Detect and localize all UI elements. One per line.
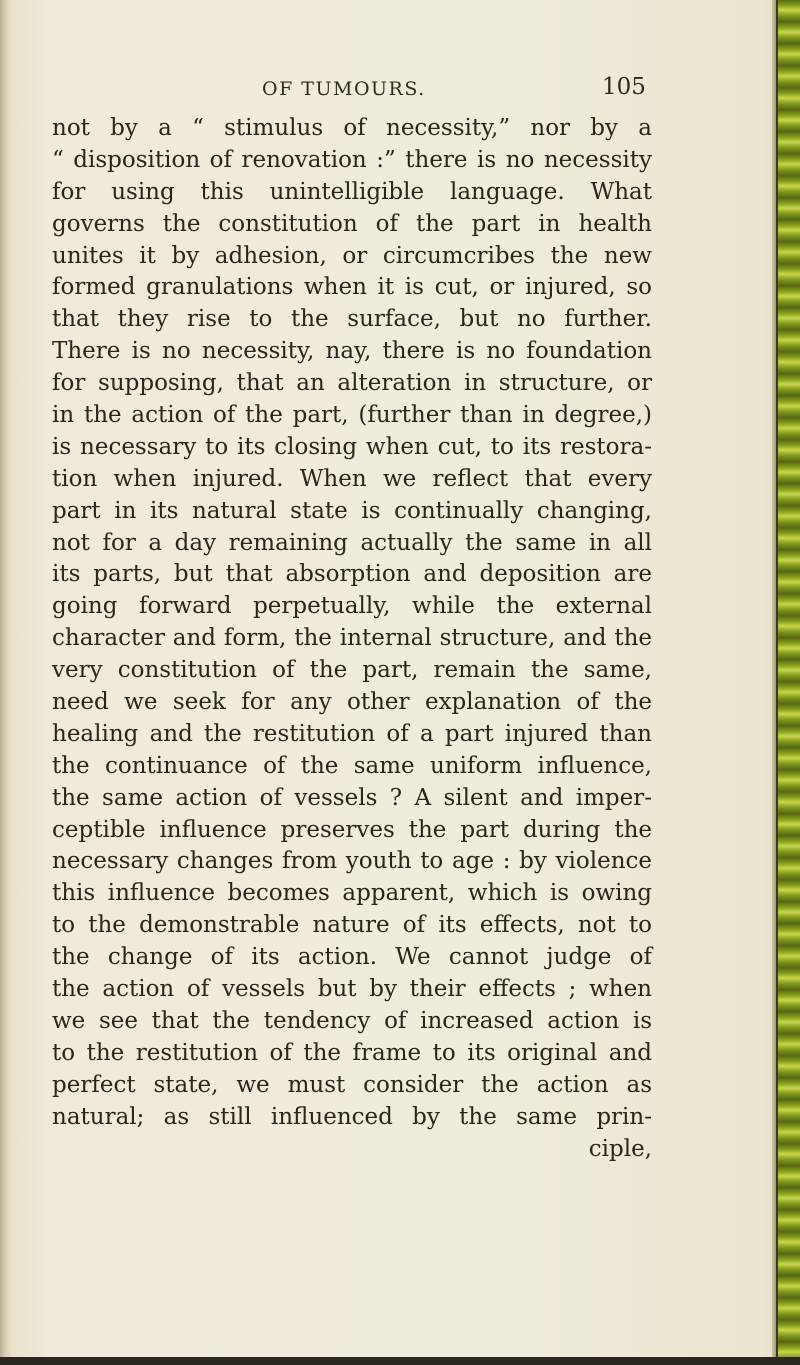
- text-line: the action of vessels but by their effects ; when: [52, 976, 652, 1003]
- text-line: for supposing, that an alteration in structure, or: [52, 370, 652, 397]
- text-line: perfect state, we must consider the action as: [52, 1071, 652, 1098]
- text-line: part in its natural state is continually changing,: [52, 497, 652, 524]
- text-line: the same action of vessels ? A silent and imper-: [52, 784, 652, 811]
- text-line: going forward perpetually, while the external: [52, 593, 652, 620]
- text-line: not for a day remaining actually the same in all: [52, 529, 652, 556]
- text-line: need we seek for any other explanation of the: [52, 689, 652, 716]
- text-line: tion when injured. When we reflect that every: [52, 465, 652, 492]
- text-line: is necessary to its closing when cut, to its restora-: [52, 433, 652, 460]
- page-number: 105: [602, 74, 646, 100]
- text-line: we see that the tendency of increased action is: [52, 1007, 652, 1034]
- page-left-edge: [0, 0, 12, 1365]
- text-line: natural; as still influenced by the same prin-: [52, 1103, 652, 1130]
- text-line: character and form, the internal structure, and the: [52, 625, 652, 652]
- text-line: not by a “ stimulus of necessity,” nor by a: [52, 115, 652, 141]
- text-line: to the demonstrable nature of its effects, not to: [52, 912, 652, 939]
- text-line: unites it by adhesion, or circumcribes the new: [52, 242, 652, 269]
- text-line: its parts, but that absorption and deposition are: [52, 561, 652, 588]
- book-binding: [776, 0, 800, 1365]
- text-line: There is no necessity, nay, there is no foundation: [52, 338, 652, 365]
- body-text: [52, 113, 652, 1165]
- text-line: in the action of the part, (further than in degree,): [52, 402, 652, 429]
- running-head: OF TUMOURS.: [262, 78, 426, 100]
- text-line: that they rise to the surface, but no further.: [52, 306, 652, 333]
- text-line: healing and the restitution of a part injured than: [52, 720, 652, 747]
- catchword: ciple,: [588, 1135, 652, 1162]
- text-line: ceptible influence preserves the part during the: [52, 816, 652, 843]
- text-line: the change of its action. We cannot judge of: [52, 944, 652, 971]
- text-line: to the restitution of the frame to its original and: [52, 1039, 652, 1066]
- text-line: the continuance of the same uniform influence,: [52, 752, 652, 779]
- text-line: necessary changes from youth to age : by violence: [52, 848, 652, 875]
- text-line: governs the constitution of the part in health: [52, 210, 652, 237]
- page-bottom-edge: [0, 1357, 800, 1365]
- text-line: this influence becomes apparent, which is owing: [52, 880, 652, 907]
- text-line: for using this unintelligible language. What: [52, 178, 652, 205]
- text-line: formed granulations when it is cut, or injured, so: [52, 274, 652, 301]
- page-header: [0, 74, 800, 108]
- text-line: “ disposition of renovation :” there is no necessity: [52, 146, 652, 173]
- text-line: very constitution of the part, remain the same,: [52, 657, 652, 684]
